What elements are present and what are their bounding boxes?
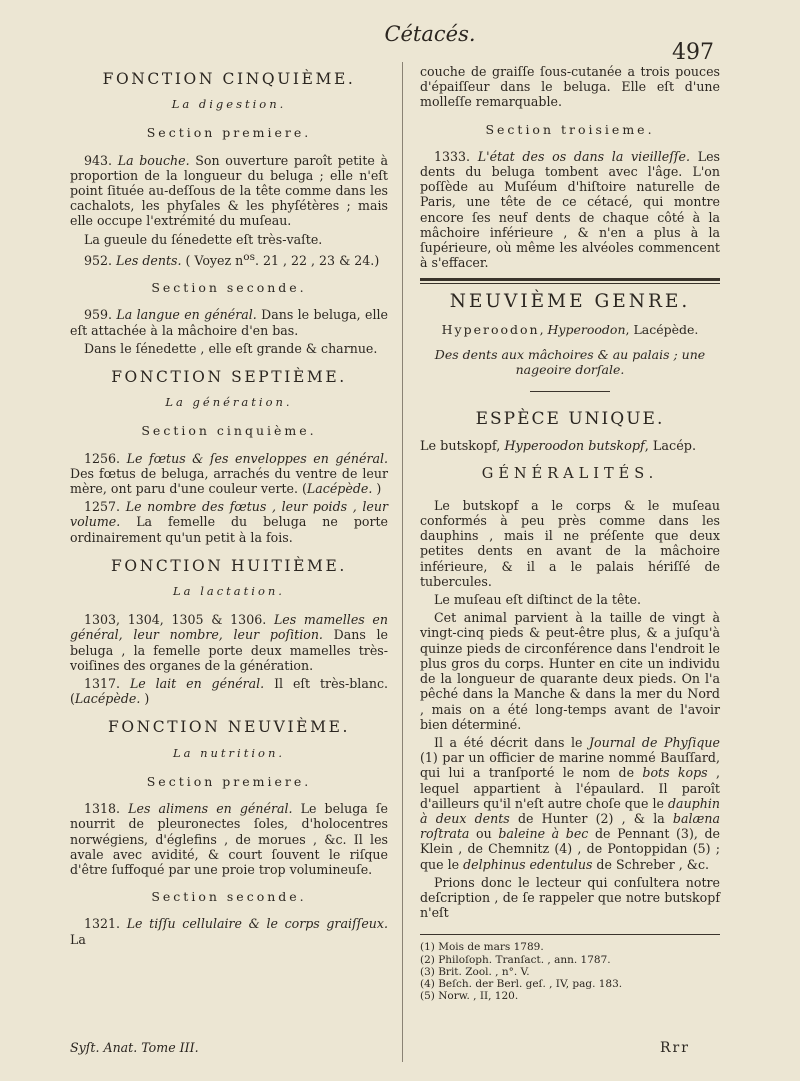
- paragraph-1256: 1256. Le fœtus & ſes enveloppes en général. Des fœtus de beluga, arrachés du ventre de leur mère, ont paru d'une couleur verte. (Lacépède. ): [70, 450, 388, 497]
- paragraph-943: 943. La bouche. Son ouverture paroît petite à proportion de la longueur du beluga ; elle n'eſt point ſituée au-deſſous de la tête comme dans les cachalots, les phyſales & les phyſétères ; mais elle occupe l'extrémité du muſeau.: [70, 152, 389, 229]
- section-heading: Section troisieme.: [485, 121, 655, 137]
- paragraph-butskopf-body: Le butskopf a le corps & le muſeau conformés à peu près comme dans les dauphins , mais il ne préſente que deux petites dents en avant de la mâchoire inférieure, & il a le palais hériſſé de tubercules.: [420, 497, 720, 589]
- paragraph-1257: 1257. Le nombre des fœtus , leur poids , leur volume. La femelle du beluga ne porte ordinairement qu'un petit à la fois.: [70, 499, 388, 545]
- paragraph-1317: 1317. Le lait en général. Il eſt très-blanc. (Lacépède. ): [70, 676, 389, 707]
- catchword: Rrr: [660, 1040, 690, 1056]
- genre-name: Hyperoodon, Hyperoodon, Lacépède.: [441, 321, 699, 337]
- function-subheading: La digestion.: [171, 97, 287, 112]
- generalities-heading: GÉNÉRALITÉS.: [481, 465, 659, 482]
- paragraph-1321-cont: couche de graiſſe ſous-cutanée a trois pouces d'épaiſſeur dans le beluga. Elle eſt d'une molleſſe remarquable.: [420, 64, 720, 110]
- section-heading: Section cinquième.: [141, 423, 317, 439]
- paragraph-1333: 1333. L'état des os dans la vieilleſſe. Les dents du beluga tombent avec l'âge. L'on poſſède au Muſéum d'hiſtoire naturelle de Paris, une tête de ce cétacé, qui montre encore ſes neuf dents de chaque côté à la mâchoire inférieure , & n'en a plus à la ſupérieure, où même les alvéoles commencent à s'effacer.: [420, 148, 720, 271]
- footnote: (4) Beſch. der Berl. geſ. , IV, pag. 183.: [420, 977, 623, 990]
- section-heading: Section seconde.: [151, 280, 307, 296]
- footnote: (1) Mois de mars 1789.: [420, 941, 544, 954]
- right-column: [420, 64, 720, 1002]
- species-name: Le butskopf, Hyperoodon butskopf, Lacép.: [420, 439, 697, 455]
- left-column: [70, 64, 388, 950]
- footnote: (2) Philoſoph. Tranſact. , ann. 1787.: [420, 953, 611, 966]
- function-heading: FONCTION SEPTIÈME.: [111, 368, 347, 387]
- page-number: 497: [672, 40, 714, 65]
- paragraph-butskopf-size: Cet animal parvient à la taille de vingt à vingt-cinq pieds & peut-être plus, & a juſqu'à quinze pieds de circonférence dans l'endroit le plus gros du corps. Hunter en cite un individu de la longueur de quarante deux pieds. On l'a pêché dans la Manche & dans la mer du Nord , mais on a été long-temps avant de l'avoir bien déterminé.: [420, 610, 720, 732]
- section-heading: Section premiere.: [146, 125, 312, 141]
- function-subheading: La génération.: [165, 395, 293, 410]
- footnote: (5) Norw. , II, 120.: [420, 990, 519, 1003]
- footnote-rule: [420, 934, 720, 935]
- paragraph-959-cont: Dans le ſénedette , elle eſt grande & charnue.: [84, 340, 378, 356]
- function-heading: FONCTION HUITIÈME.: [111, 556, 347, 575]
- paragraph-butskopf-history: Il a été décrit dans le Journal de Phyſique (1) par un officier de marine nommé Bauſſard, qui lui a tranſporté le nom de bots kops , lequel appartient à l'épaulard. Il paroît d'ailleurs qu'il n'eſt autre choſe que le dauphin à deux dents de Hunter (2) , & la balæna roſtrata ou baleine à bec de Pennant (3), de Klein , de Chemnitz (4) , de Pontoppidan (5) ; que le delphinus edentulus de Schreber , &c.: [420, 734, 720, 872]
- paragraph-1321: 1321. Le tiſſu cellulaire & le corps graiſſeux. La: [70, 916, 388, 947]
- footnote: (3) Brit. Zool. , n°. V.: [420, 965, 530, 978]
- function-subheading: La lactation.: [173, 584, 285, 599]
- genre-heading: NEUVIÈME GENRE.: [449, 291, 691, 313]
- function-subheading: La nutrition.: [172, 745, 286, 760]
- paragraph-959: 959. La langue en général. Dans le beluga, elle eſt attachée à la mâchoire d'en bas.: [70, 307, 388, 338]
- paragraph-943-cont: La gueule du ſénedette eſt très-vaſte.: [84, 231, 323, 247]
- ornament-rule-thin: [420, 283, 720, 284]
- signature-line: Syſt. Anat. Tome III.: [70, 1040, 199, 1055]
- genre-description: Des dents aux mâchoires & au palais ; une nageoire dorſale.: [434, 346, 706, 378]
- paragraph-1303: 1303, 1304, 1305 & 1306. Les mamelles en général, leur nombre, leur poſition. Dans le beluga , la femelle porte deux mamelles très-voiſines des organes de la génération.: [70, 612, 389, 673]
- function-heading: FONCTION CINQUIÈME.: [102, 70, 356, 88]
- paragraph-butskopf-note: Prions donc le lecteur qui conſultera notre deſcription , de ſe rappeler que notre butskopf n'eſt: [420, 874, 720, 921]
- ornament-rule: [420, 278, 720, 281]
- short-rule: [530, 391, 610, 392]
- running-head: Cétacés.: [384, 22, 476, 46]
- paragraph-952: 952. Les dents. ( Voyez $n^{os}$. 21 , 22 , 23 & 24.): [84, 250, 380, 269]
- paragraph-butskopf-snout: Le muſeau eſt diſtinct de la tête.: [434, 592, 641, 608]
- function-heading: FONCTION NEUVIÈME.: [107, 718, 351, 737]
- column-divider: [402, 62, 403, 1062]
- paragraph-1318: 1318. Les alimens en général. Le beluga ſe nourrit de pleuronectes ſoles, d'holocentres norwégiens, d'églefins , de morues , &c. Il les avale avec avidité, & court ſouvent le riſque d'être ſuffoqué par une proie trop volumineuſe.: [70, 801, 388, 877]
- section-heading: Section premiere.: [146, 773, 312, 789]
- species-heading: ESPÈCE UNIQUE.: [475, 409, 665, 430]
- section-heading: Section seconde.: [151, 889, 307, 905]
